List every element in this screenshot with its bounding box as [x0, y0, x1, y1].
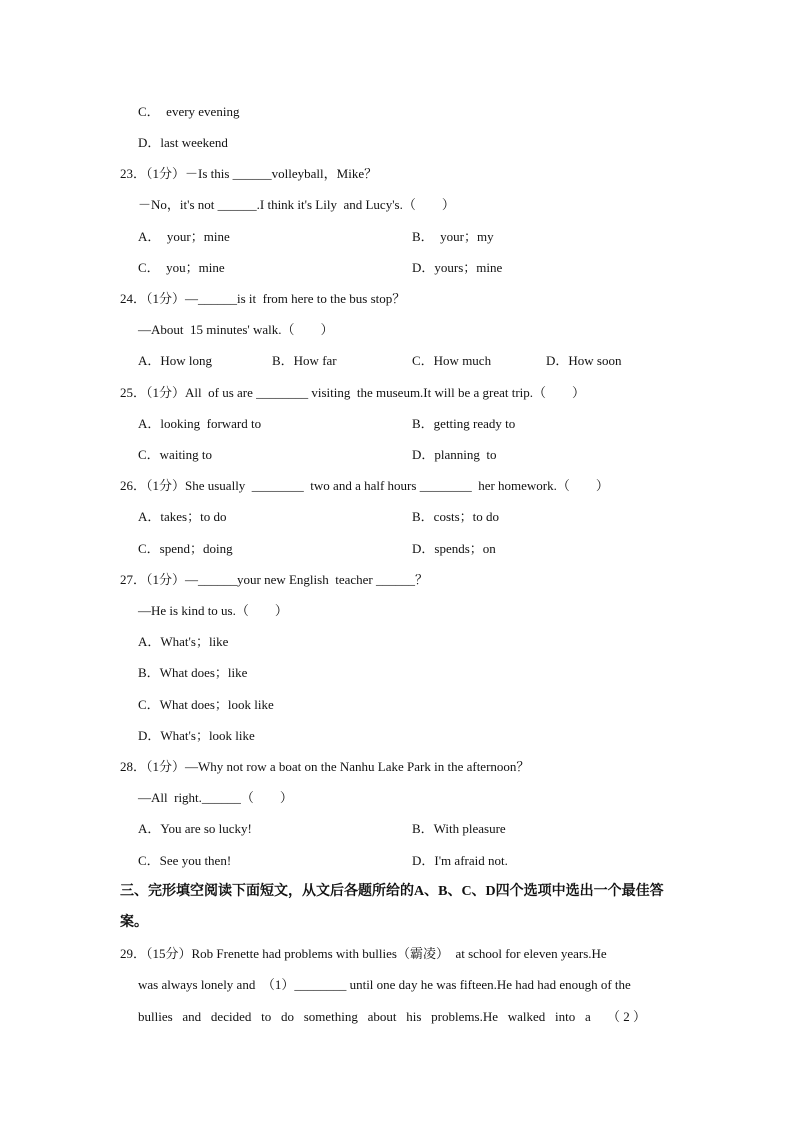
- q27-option-d: D．What's；look like: [138, 728, 255, 743]
- q28-response: —All right.______（ ）: [138, 790, 293, 805]
- q23-option-d: D．yours；mine: [412, 260, 503, 275]
- q27-response: —He is kind to us.（ ）: [138, 603, 288, 618]
- q25-option-b: B．getting ready to: [412, 416, 516, 431]
- section-3-heading-cont: 案。: [120, 915, 148, 930]
- q26-option-d: D．spends；on: [412, 541, 496, 556]
- q26-option-b: B．costs；to do: [412, 509, 500, 524]
- q28-option-b: B．With pleasure: [412, 821, 506, 836]
- q26-stem: 26．（1分）She usually ________ two and a half hours ________ her homework.（ ）: [120, 478, 609, 493]
- q24-option-d: D．How soon: [546, 353, 622, 368]
- q26-option-c: C．spend；doing: [138, 541, 233, 556]
- q25-option-a: A．looking forward to: [138, 416, 262, 431]
- q29-passage-line-3: bullies and decided to do something about his problems.He walked into a （ 2 ）: [138, 1009, 647, 1024]
- q24-option-b: B．How far: [272, 353, 337, 368]
- q29-passage-line-2: was always lonely and （1）________ until one day he was fifteen.He had had enough of the: [138, 977, 631, 992]
- q23-option-b: B． your；my: [412, 229, 494, 244]
- q22-option-c: C． every evening: [138, 104, 240, 119]
- q29-passage-line-1: 29．（15分）Rob Frenette had problems with bullies（霸凌） at school for eleven years.He: [120, 946, 607, 961]
- q25-stem: 25．（1分）All of us are ________ visiting the museum.It will be a great trip.（ ）: [120, 385, 586, 400]
- q25-option-d: D．planning to: [412, 447, 497, 462]
- q25-option-c: C．waiting to: [138, 447, 213, 462]
- q27-option-c: C．What does；look like: [138, 697, 274, 712]
- q27-option-a: A．What's；like: [138, 634, 229, 649]
- q23-response: －No，it's not ______.I think it's Lily and Lucy's.（ ）: [138, 197, 455, 212]
- q24-option-c: C．How much: [412, 353, 492, 368]
- q24-stem: 24．（1分）—______is it from here to the bus stop？: [120, 291, 406, 306]
- q24-response: —About 15 minutes' walk.（ ）: [138, 322, 334, 337]
- q24-option-a: A．How long: [138, 353, 213, 368]
- q23-option-c: C． you；mine: [138, 260, 225, 275]
- q28-stem: 28．（1分）—Why not row a boat on the Nanhu Lake Park in the afternoon？: [120, 759, 530, 774]
- q28-option-d: D．I'm afraid not.: [412, 853, 508, 868]
- q22-option-d: D．last weekend: [138, 135, 228, 150]
- q27-stem: 27．（1分）—______your new English teacher ______？: [120, 572, 428, 587]
- section-3-heading: 三、完形填空阅读下面短文，从文后各题所给的A、B、C、D四个选项中选出一个最佳答: [120, 884, 664, 899]
- q23-option-a: A． your；mine: [138, 229, 230, 244]
- q28-option-a: A．You are so lucky!: [138, 821, 252, 836]
- q23-stem: 23．（1分）－Is this ______volleyball，Mike？: [120, 166, 378, 181]
- q26-option-a: A．takes；to do: [138, 509, 227, 524]
- q27-option-b: B．What does；like: [138, 665, 248, 680]
- q28-option-c: C．See you then!: [138, 853, 232, 868]
